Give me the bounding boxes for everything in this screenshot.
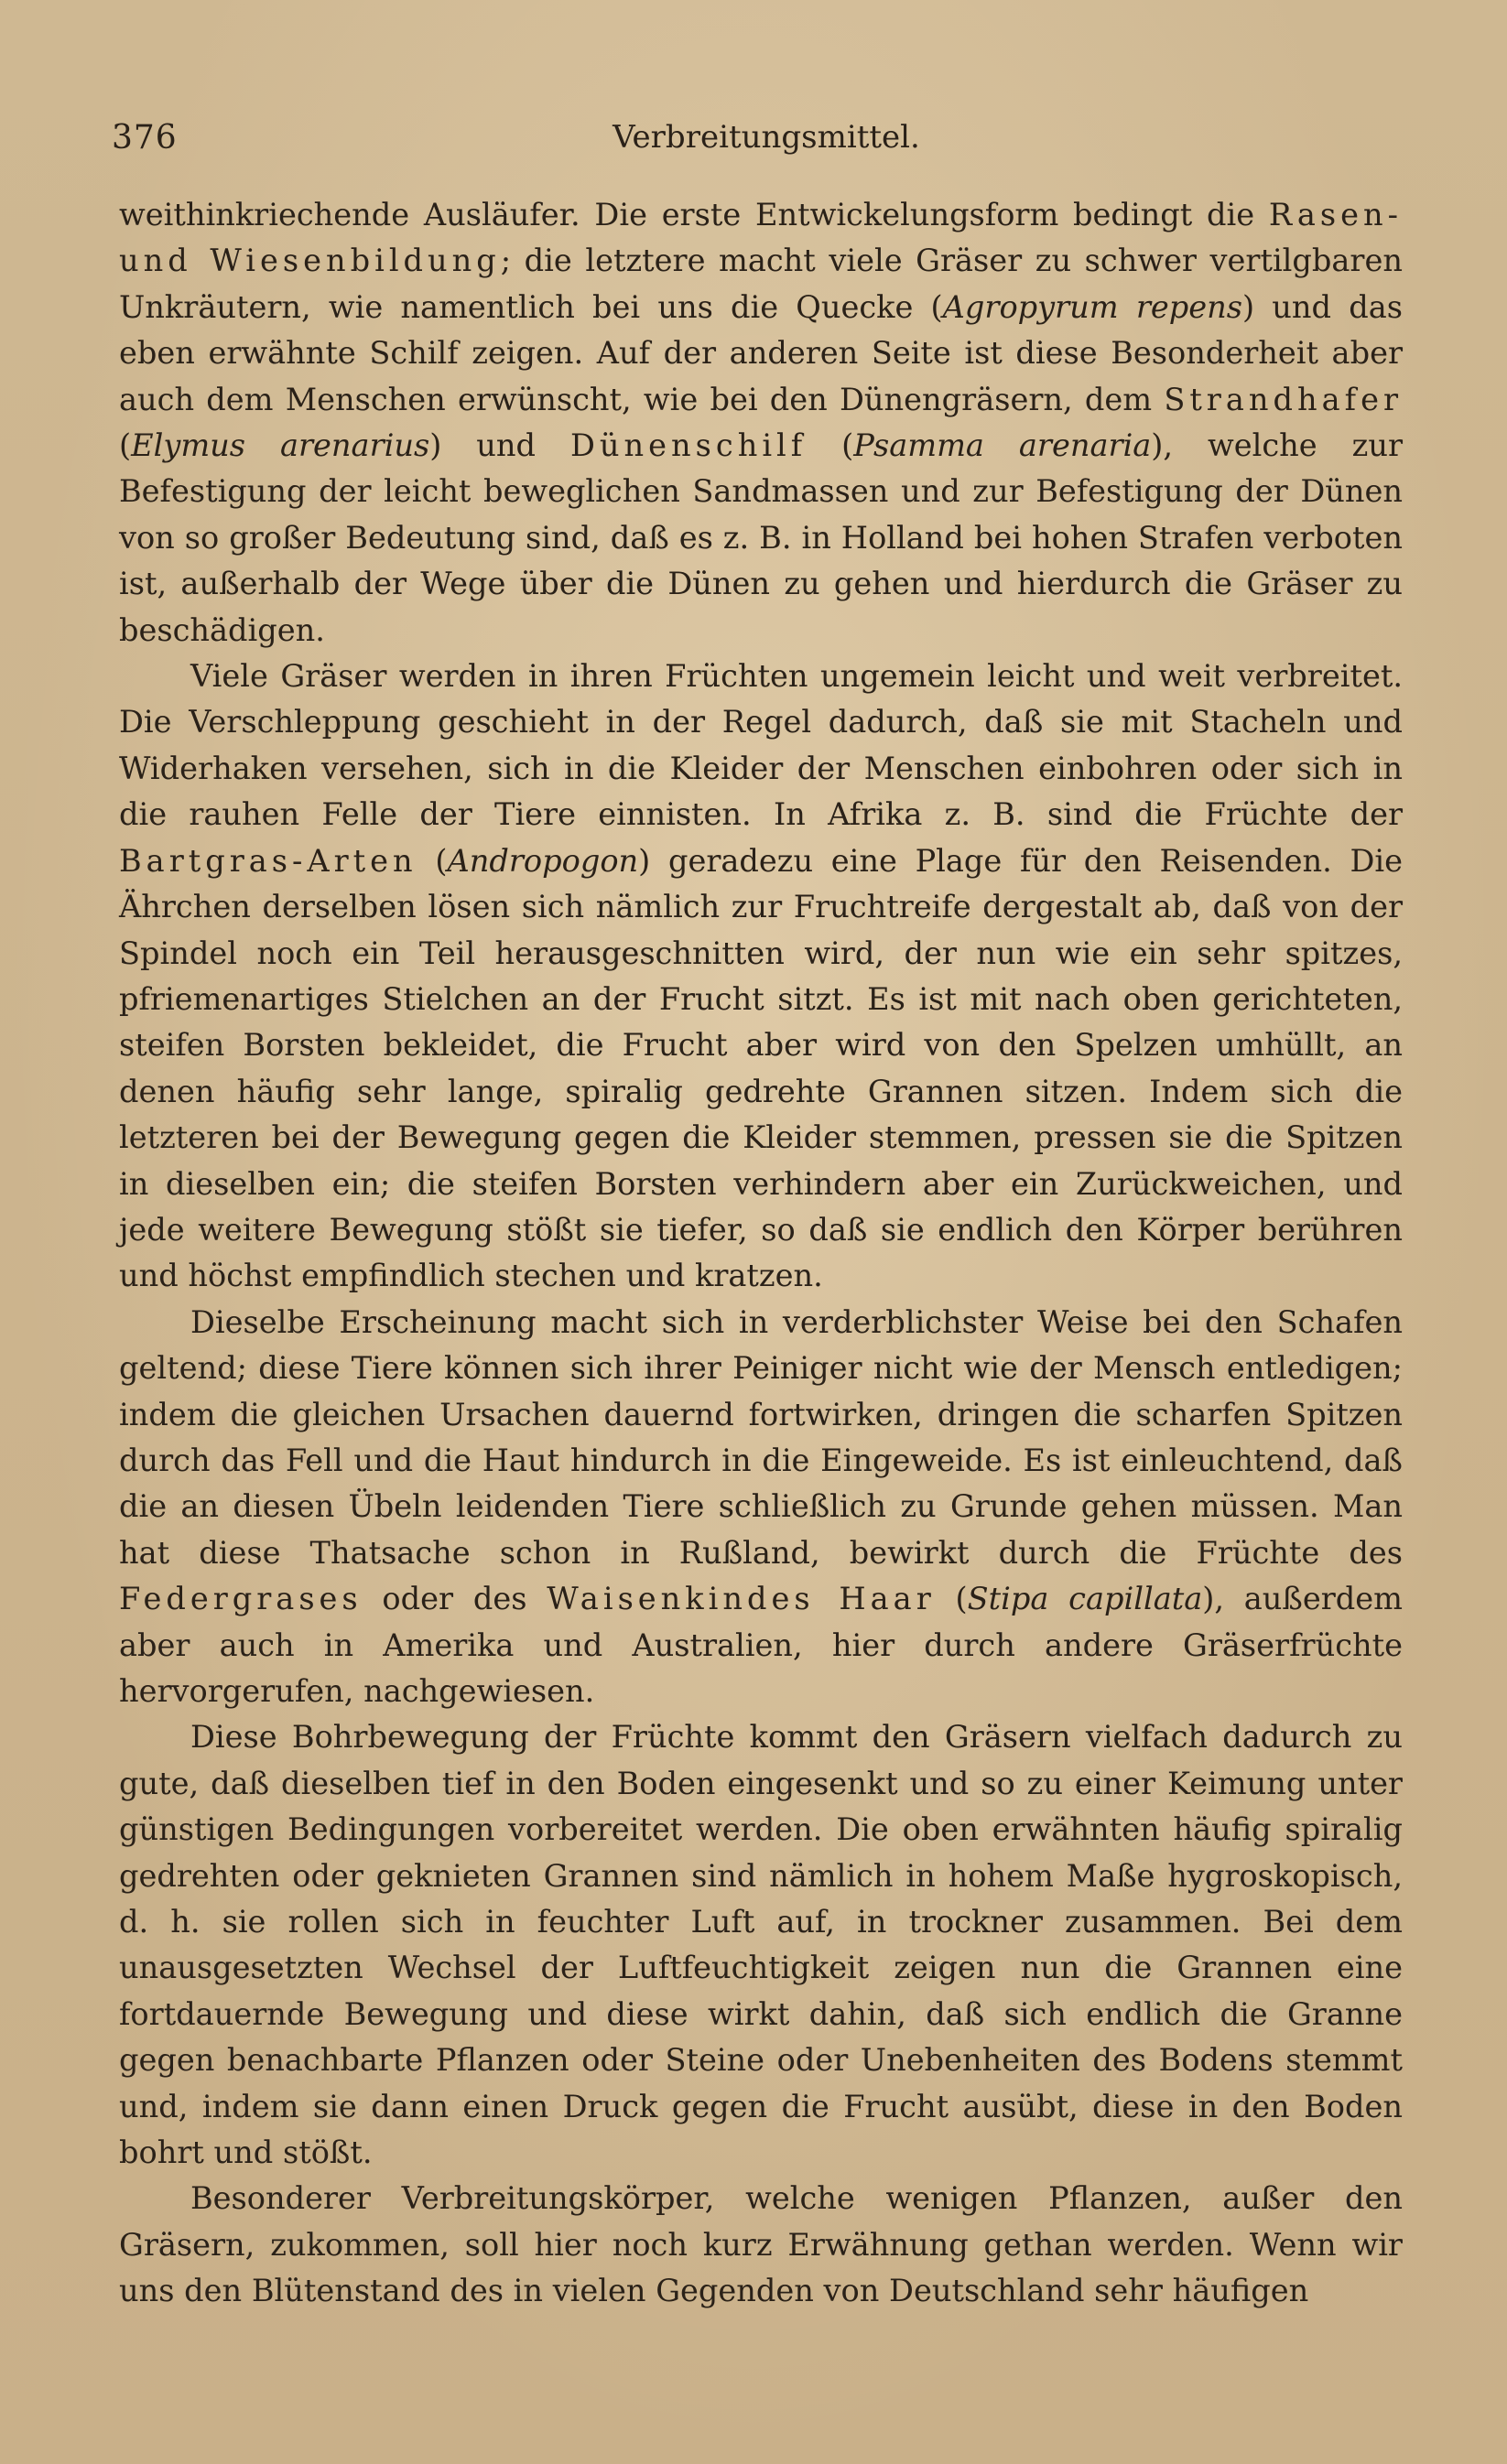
text-run: ) und das eben erwähnte Schilf zeigen. Auf der anderen Seite ist diese Besonderheit aber auch dem Menschen erwünscht, wie bei den Dünengräsern, dem	[119, 288, 1403, 417]
paragraph	[119, 654, 1403, 1300]
paragraph	[119, 1300, 1403, 1715]
text-run: Diese Bohrbewegung der Früchte kommt den Gräsern vielfach dadurch zu gute, daß dieselben tief in den Boden eingesenkt und so zu einer Keimung unter günstigen Bedingungen vorbereitet werden. Die oben erwähnten häufig spiralig gedrehten oder geknieten Grannen sind nämlich in hohem Maße hygroskopisch, d. h. sie rollen sich in feuchter Luft auf, in trockner zusammen. Bei dem unausgesetzten Wechsel der Luftfeuchtigkeit zeigen nun die Grannen eine fortdauernde Bewegung und diese wirkt dahin, daß sich endlich die Granne gegen benachbarte Pflanzen oder Steine oder Unebenheiten des Bodens stemmt und, indem sie dann einen Druck gegen die Frucht ausübt, diese in den Boden bohrt und stößt.	[119, 1719, 1403, 2171]
paragraph	[119, 2176, 1403, 2314]
text-run: (	[119, 427, 132, 464]
body-text	[119, 192, 1403, 2315]
spaced-term: Waisenkindes Haar	[547, 1581, 936, 1617]
spaced-term: Rasen- und Wiesenbildung	[119, 197, 1403, 279]
text-run: Viele Gräser werden in ihren Früchten ungemein leicht und weit verbreitet. Die Verschleppung geschieht in der Regel dadurch, daß sie mit Stacheln und Widerhaken versehen, sich in die Kleider der Menschen einbohren oder sich in die rauhen Felle der Tiere einnisten. In Afrika z. B. sind die Früchte der	[119, 658, 1403, 833]
text-run: oder des	[362, 1581, 548, 1617]
text-run: ) geradezu eine Plage für den Reisenden. Die Ährchen derselben lösen sich nämlich zur Fruchtreife dergestalt ab, daß von der Spindel noch ein Teil herausgeschnitten wird, der nun wie ein sehr spitzes, pfriemenartiges Stielchen an der Frucht sitzt. Es ist mit nach oben gerichteten, steifen Borsten bekleidet, die Frucht aber wird von den Spelzen umhüllt, an denen häufig sehr lange, spiralig gedrehte Grannen sitzen. Indem sich die letzteren bei der Bewegung gegen die Kleider stemmen, pressen sie die Spitzen in dieselben ein; die steifen Borsten verhindern aber ein Zurückweichen, und jede weitere Bewegung stößt sie tiefer, so daß sie endlich den Körper berühren und höchst empfindlich stechen und kratzen.	[119, 842, 1403, 1294]
spaced-term: Dünenschilf	[569, 427, 808, 464]
text-run: (	[807, 427, 854, 464]
text-run: ), außerdem aber auch in Amerika und Australien, hier durch andere Gräserfrüchte hervorgerufen, nachgewiesen.	[119, 1581, 1403, 1709]
page-header	[112, 119, 1421, 165]
spaced-term: Bartgras-Arten	[119, 842, 417, 879]
paragraph	[119, 1714, 1403, 2176]
running-head: Verbreitungsmittel.	[613, 119, 920, 156]
latin-name: Psamma arenaria	[853, 427, 1152, 464]
spaced-term: Strandhafer	[1164, 381, 1403, 417]
page-number: 376	[112, 119, 178, 157]
text-run: Dieselbe Erscheinung macht sich in verderblichster Weise bei den Schafen geltend; diese Tiere können sich ihrer Peiniger nicht wie der Mensch entledigen; indem die gleichen Ursachen dauernd fortwirken, dringen die scharfen Spitzen durch das Fell und die Haut hindurch in die Eingeweide. Es ist einleuchtend, daß die an diesen Übeln leidenden Tiere schließlich zu Grunde gehen müssen. Man hat diese Thatsache schon in Rußland, bewirkt durch die Früchte des	[119, 1303, 1403, 1571]
latin-name: Elymus arenarius	[131, 427, 430, 464]
text-run: weithinkriechende Ausläufer. Die erste Entwickelungsform bedingt die	[119, 197, 1269, 232]
paragraph	[119, 192, 1403, 654]
text-run: ), welche zur Befestigung der leicht beweglichen Sandmassen und zur Befestigung der Dünen von so großer Bedeutung sind, daß es z. B. in Holland bei hohen Strafen verboten ist, außerhalb der Wege über die Dünen zu gehen und hierdurch die Gräser zu beschädigen.	[119, 427, 1403, 648]
text-run: (	[935, 1581, 968, 1617]
latin-name: Andropogon	[447, 842, 639, 879]
text-run: ; die letztere macht viele Gräser zu schwer vertilgbaren Unkräutern, wie namentlich bei uns die Quecke (	[119, 243, 1403, 325]
text-run: Besonderer Verbreitungskörper, welche wenigen Pflanzen, außer den Gräsern, zukommen, soll hier noch kurz Erwähnung gethan werden. Wenn wir uns den Blütenstand des in vielen Gegenden von Deutschland sehr häufigen	[119, 2180, 1403, 2309]
latin-name: Stipa capillata	[967, 1581, 1203, 1617]
spaced-term: Federgrases	[119, 1581, 363, 1617]
text-run: (	[417, 842, 448, 879]
text-run: ) und	[429, 427, 570, 464]
latin-name: Agropyrum repens	[942, 288, 1242, 325]
